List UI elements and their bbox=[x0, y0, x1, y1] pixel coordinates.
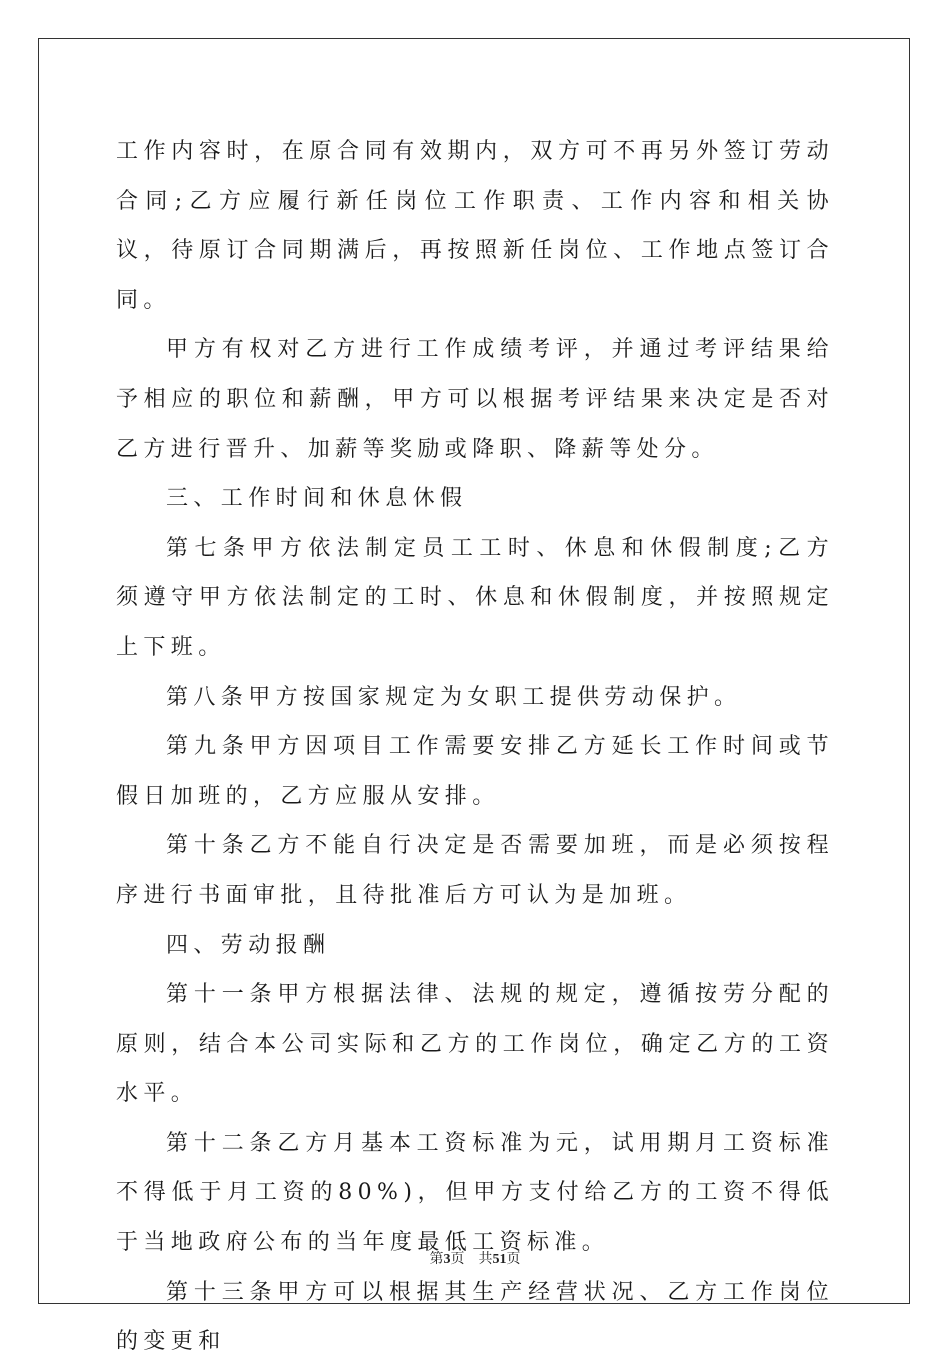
article-11: 第十一条甲方根据法律、法规的规定，遵循按劳分配的原则，结合本公司实际和乙方的工作岗位，确定乙方的工资水平。 bbox=[116, 982, 834, 1107]
paragraph-1: 工作内容时，在原合同有效期内，双方可不再另外签订劳动合同;乙方应履行新任岗位工作职责、工作内容和相关协议，待原订合同期满后，再按照新任岗位、工作地点签订合同。 bbox=[116, 139, 834, 313]
footer-total-prefix: 共 bbox=[478, 1252, 493, 1267]
section-heading-work-time: 三、工作时间和休息休假 bbox=[166, 486, 468, 512]
total-pages-number: 51 bbox=[492, 1252, 507, 1267]
article-8: 第八条甲方按国家规定为女职工提供劳动保护。 bbox=[166, 684, 742, 710]
article-10: 第十条乙方不能自行决定是否需要加班，而是必须按程序进行书面审批，且待批准后方可认为是加班。 bbox=[116, 833, 834, 908]
current-page-number: 3 bbox=[443, 1252, 451, 1267]
article-13: 第十三条甲方可以根据其生产经营状况、乙方工作岗位的变更和 bbox=[116, 1279, 834, 1355]
document-body bbox=[116, 127, 834, 1367]
article-9: 第九条甲方因项目工作需要安排乙方延长工作时间或节假日加班的，乙方应服从安排。 bbox=[116, 734, 834, 809]
page-footer bbox=[0, 1248, 950, 1268]
article-7: 第七条甲方依法制定员工工时、休息和休假制度;乙方须遵守甲方依法制定的工时、休息和休假制度，并按照规定上下班。 bbox=[116, 535, 834, 660]
article-12: 第十二条乙方月基本工资标准为元，试用期月工资标准不得低于月工资的80%)，但甲方支付给乙方的工资不得低于当地政府公布的当年度最低工资标准。 bbox=[116, 1130, 834, 1256]
footer-total-suffix: 页 bbox=[506, 1252, 521, 1267]
footer-page-word: 页 bbox=[450, 1252, 465, 1267]
paragraph-2: 甲方有权对乙方进行工作成绩考评，并通过考评结果给予相应的职位和薪酬，甲方可以根据考评结果来决定是否对乙方进行晋升、加薪等奖励或降职、降薪等处分。 bbox=[116, 337, 834, 462]
section-heading-remuneration: 四、劳动报酬 bbox=[166, 932, 331, 958]
footer-prefix: 第 bbox=[429, 1252, 444, 1267]
